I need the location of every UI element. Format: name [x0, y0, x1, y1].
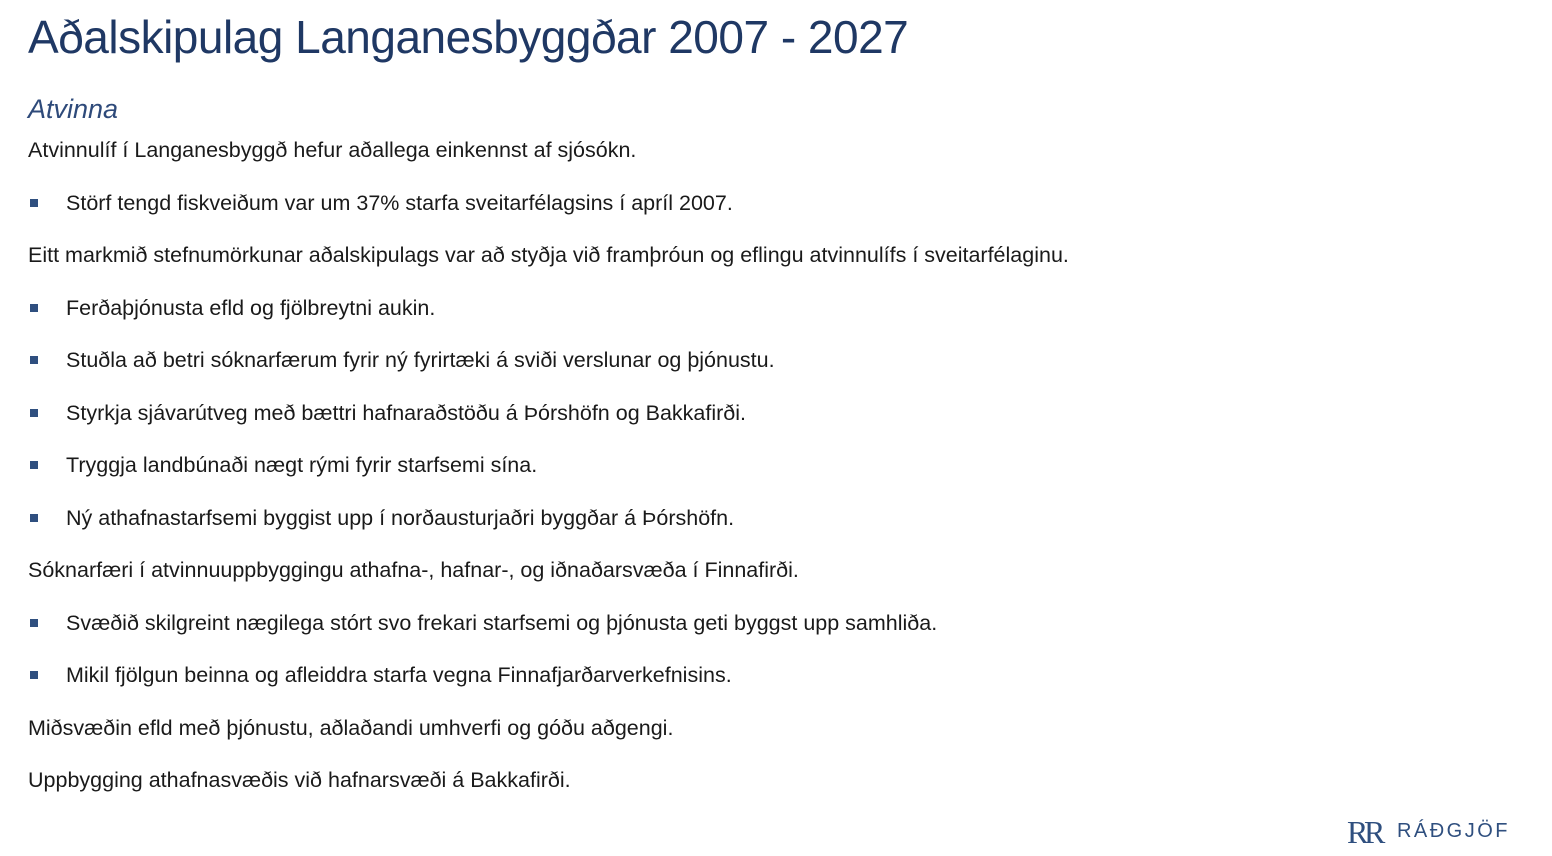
paragraph-text: Miðsvæðin efld með þjónustu, aðlaðandi umhverfi og góðu aðgengi. — [28, 715, 674, 740]
paragraph-text: Atvinnulíf í Langanesbyggð hefur aðallega einkennst af sjósókn. — [28, 138, 637, 162]
square-bullet-icon — [30, 619, 38, 627]
rr-monogram-icon — [1347, 814, 1387, 848]
paragraph — [28, 229, 1508, 282]
square-bullet-icon — [30, 514, 38, 522]
bullet-text: Störf tengd fiskveiðum var um 37% starfa sveitarfélagsins í apríl 2007. — [66, 190, 733, 215]
bullet-item — [28, 334, 1508, 387]
bullet-item — [28, 649, 1508, 702]
bullet-item — [28, 282, 1508, 335]
paragraph-text: Sóknarfæri í atvinnuuppbyggingu athafna-, hafnar-, og iðnaðarsvæða í Finnafirði. — [28, 558, 799, 582]
bullet-item — [28, 439, 1508, 492]
paragraph-text: Uppbygging athafnasvæðis við hafnarsvæði á Bakkafirði. — [28, 768, 571, 792]
square-bullet-icon — [30, 409, 38, 417]
bullet-text: Svæðið skilgreint nægilega stórt svo frekari starfsemi og þjónusta geti byggst upp samhliða. — [66, 610, 938, 635]
paragraph — [28, 754, 1508, 807]
svg-text:R: R — [1346, 814, 1369, 848]
paragraph-text: Eitt markmið stefnumörkunar aðalskipulags var að styðja við framþróun og eflingu atvinnulífs í sveitarfélaginu. — [28, 243, 1069, 267]
square-bullet-icon — [30, 671, 38, 679]
paragraph — [28, 544, 1508, 597]
bullet-item — [28, 597, 1508, 650]
square-bullet-icon — [30, 304, 38, 312]
bullet-text: Ferðaþjónusta efld og fjölbreytni aukin. — [66, 295, 436, 320]
paragraph — [28, 702, 1508, 755]
square-bullet-icon — [30, 461, 38, 469]
bullet-text: Mikil fjölgun beinna og afleiddra starfa vegna Finnafjarðarverkefnisins. — [66, 663, 732, 687]
section-heading: Atvinna — [28, 94, 119, 124]
company-logo — [1347, 814, 1510, 848]
bullet-text: Ný athafnastarfsemi byggist upp í norðausturjaðri byggðar á Þórshöfn. — [66, 505, 735, 530]
bullet-item — [28, 387, 1508, 440]
bullet-item — [28, 492, 1508, 545]
content-list — [28, 124, 1508, 807]
bullet-text: Tryggja landbúnaði nægt rými fyrir starfsemi sína. — [66, 453, 538, 477]
slide-title: Aðalskipulag Langanesbyggðar 2007 - 2027 — [28, 11, 909, 63]
bullet-item — [28, 177, 1508, 230]
bullet-text: Styrkja sjávarútveg með bættri hafnaraðstöðu á Þórshöfn og Bakkafirði. — [66, 400, 746, 425]
logo-text: RÁÐGJÖF — [1396, 819, 1510, 842]
square-bullet-icon — [30, 199, 38, 207]
svg-text:R: R — [1363, 814, 1386, 848]
paragraph — [28, 124, 1508, 177]
bullet-text: Stuðla að betri sóknarfærum fyrir ný fyrirtæki á sviði verslunar og þjónustu. — [66, 348, 775, 372]
square-bullet-icon — [30, 356, 38, 364]
